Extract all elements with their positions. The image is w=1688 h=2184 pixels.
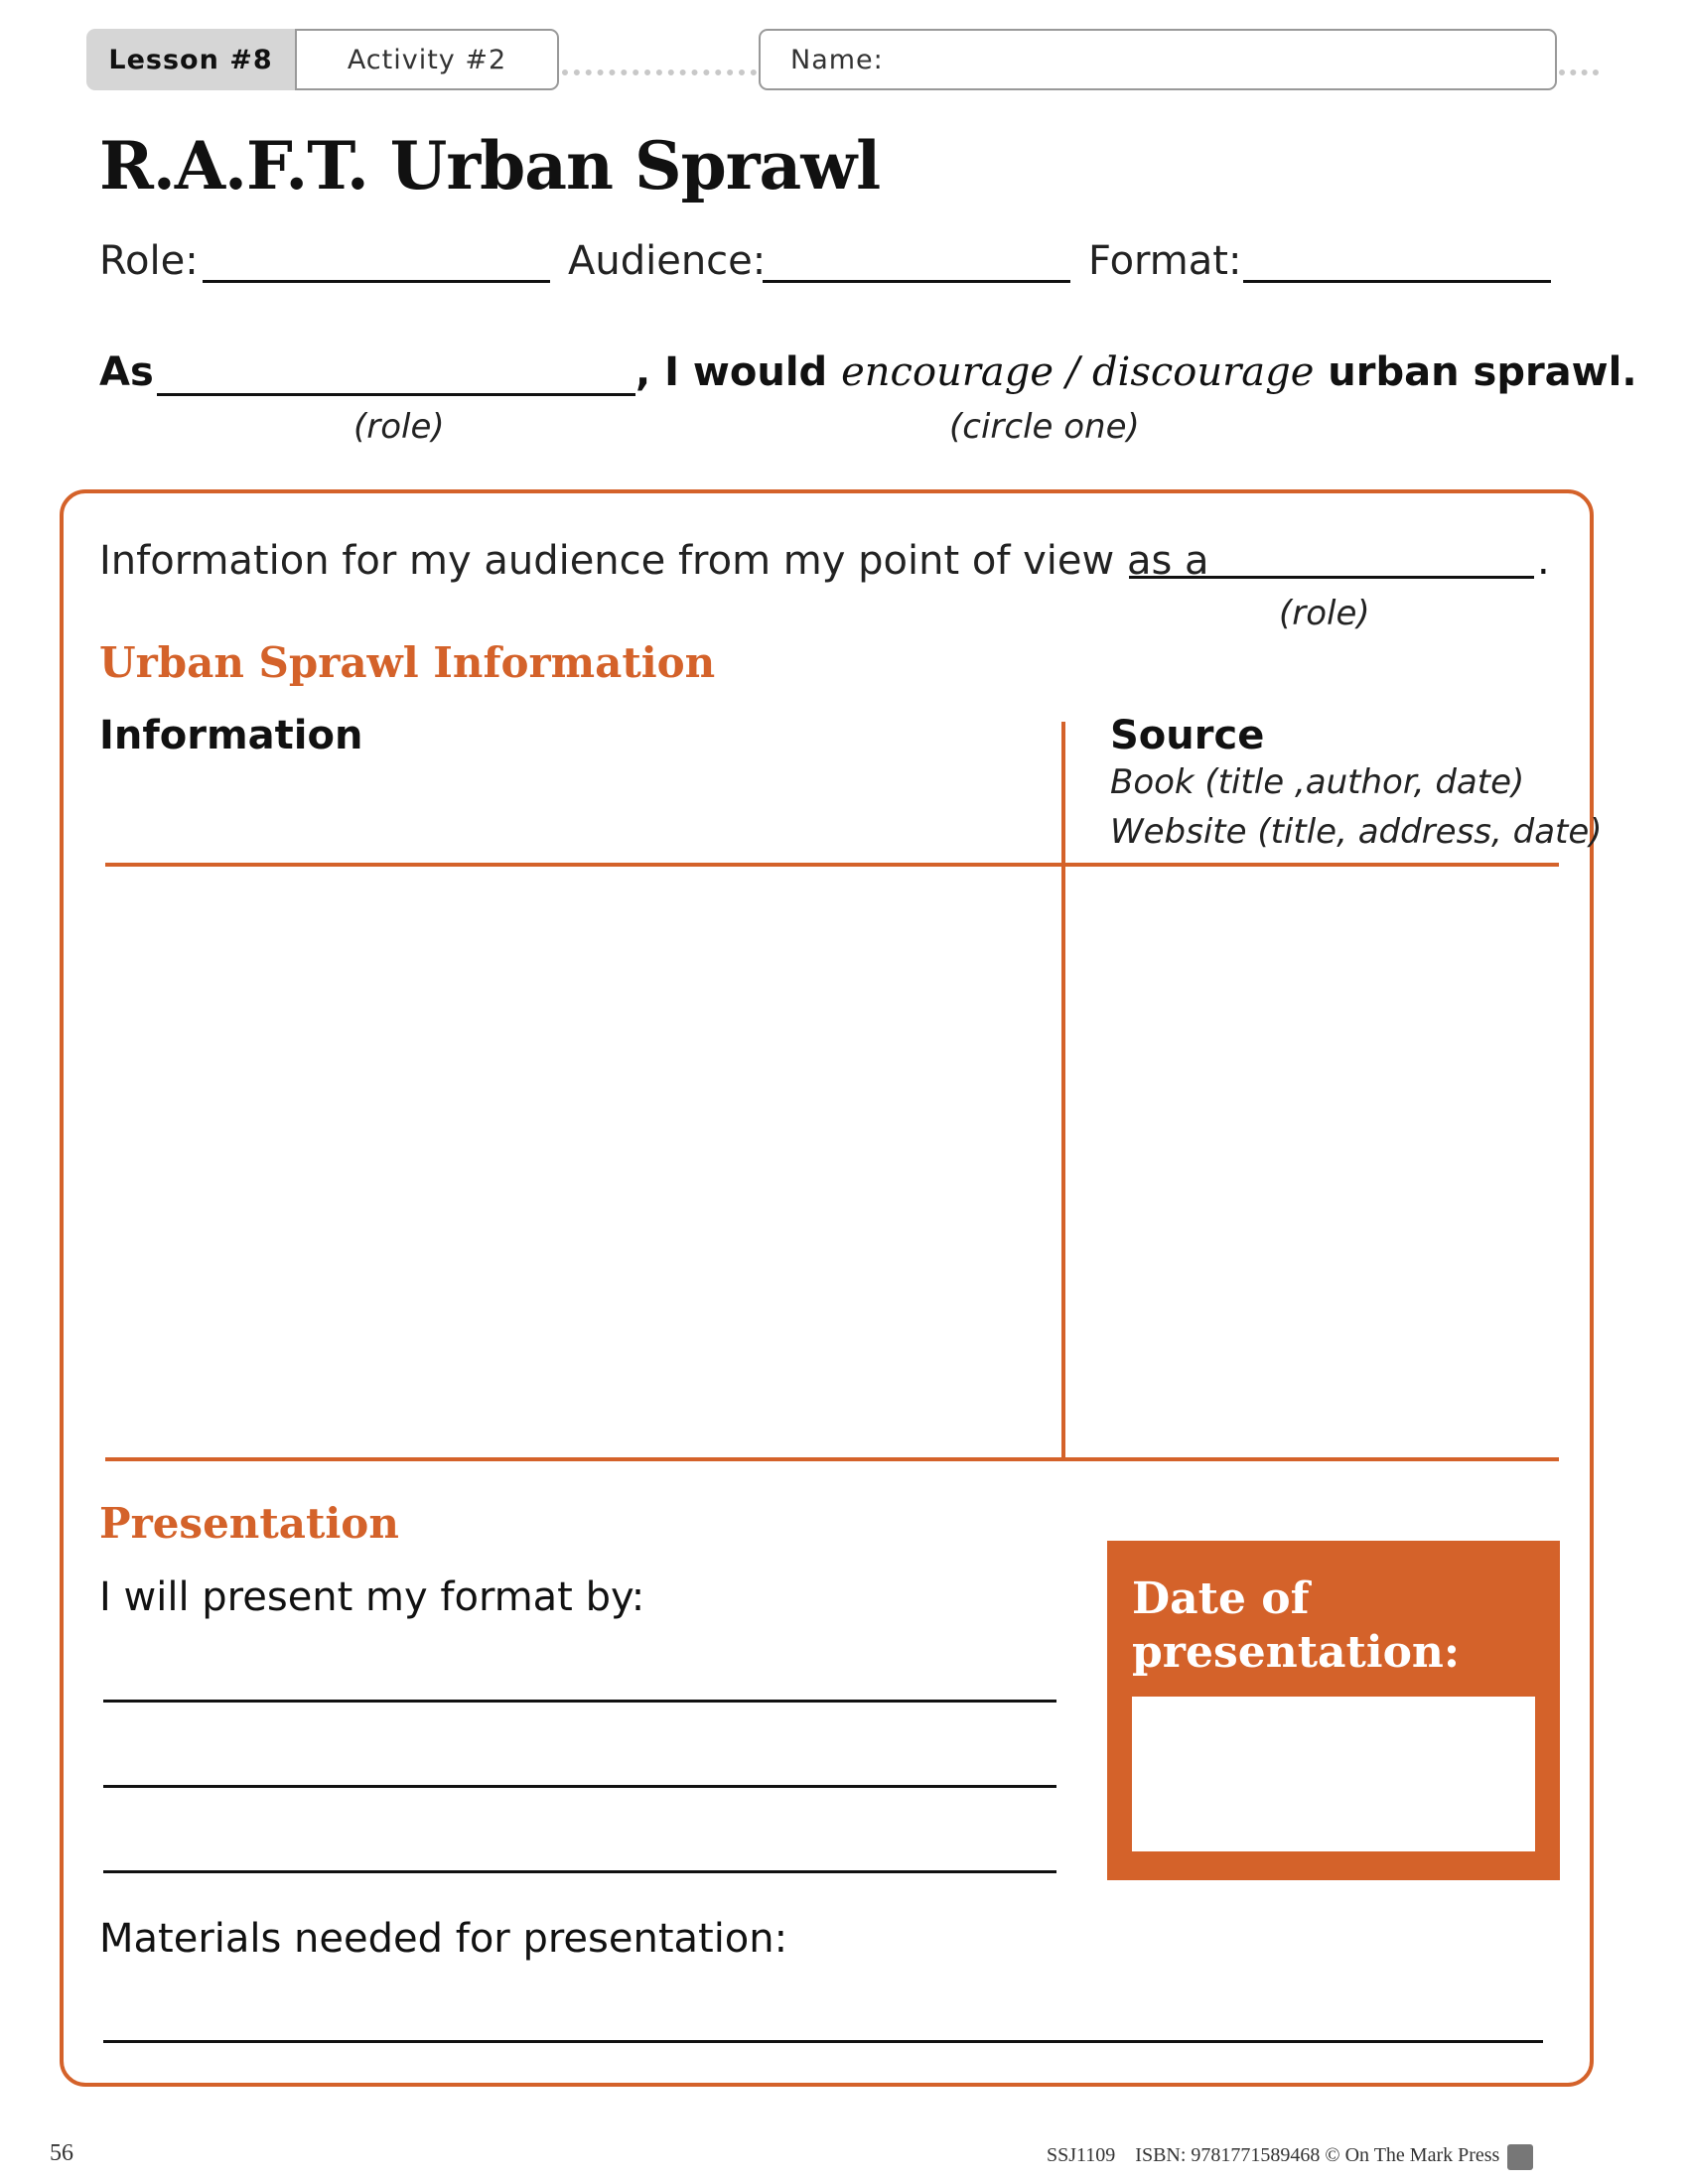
role-line[interactable]: [203, 280, 550, 283]
statement-text: [635, 349, 1637, 395]
statement-role-line[interactable]: [157, 393, 635, 396]
information-entry-area[interactable]: [109, 872, 1055, 1451]
present-line-3[interactable]: [103, 1870, 1056, 1873]
table-column-divider: [1061, 722, 1065, 1460]
presentation-heading: Presentation: [99, 1499, 399, 1548]
date-of-presentation-label: Date of presentation:: [1132, 1573, 1461, 1678]
role-label: Role:: [99, 238, 199, 284]
activity-tab: [295, 29, 559, 90]
table-header-rule: [105, 863, 1559, 867]
lesson-label: Lesson #8: [108, 44, 273, 75]
source-hint-book: Book (title ,author, date): [1110, 762, 1525, 802]
circle-one-hint: (circle one): [949, 407, 1140, 447]
present-line-1[interactable]: [103, 1700, 1056, 1703]
materials-line[interactable]: [103, 2040, 1543, 2043]
source-entry-area[interactable]: [1070, 872, 1557, 1451]
header-dots-1: [562, 69, 757, 75]
statement-role-hint: (role): [353, 407, 445, 447]
materials-label: Materials needed for presentation:: [99, 1916, 788, 1962]
table-bottom-rule: [105, 1457, 1559, 1461]
information-column-header: Information: [99, 713, 363, 758]
info-role-line[interactable]: [1129, 576, 1534, 579]
info-period: .: [1537, 538, 1550, 584]
date-of-presentation-panel: [1107, 1541, 1560, 1880]
present-format-prompt: I will present my format by:: [99, 1574, 645, 1620]
page-title: R.A.F.T. Urban Sprawl: [99, 127, 881, 205]
format-label: Format:: [1088, 238, 1242, 284]
audience-label: Audience:: [568, 238, 767, 284]
urban-sprawl-info-heading: Urban Sprawl Information: [99, 638, 716, 687]
lesson-tab: [86, 29, 295, 90]
name-field[interactable]: [759, 29, 1557, 90]
statement-part3: urban sprawl.: [1314, 349, 1637, 395]
source-hint-website: Website (title, address, date): [1110, 812, 1603, 852]
encourage-discourage-choice[interactable]: encourage / discourage: [841, 349, 1315, 395]
header-dots-2: [1559, 69, 1599, 75]
present-line-2[interactable]: [103, 1785, 1056, 1788]
statement-part2: , I would: [635, 349, 842, 395]
page-number: 56: [50, 2140, 73, 2166]
source-column-header: Source: [1110, 713, 1265, 758]
activity-label: Activity #2: [347, 44, 507, 75]
name-label: Name:: [790, 44, 884, 75]
publisher-logo-icon: [1507, 2144, 1533, 2170]
as-label: As: [99, 349, 154, 395]
format-line[interactable]: [1243, 280, 1551, 283]
info-intro: Information for my audience from my point of view as a: [99, 538, 1209, 584]
audience-line[interactable]: [763, 280, 1070, 283]
publisher-info: SSJ1109 ISBN: 9781771589468 © On The Mark Press: [1047, 2144, 1500, 2166]
date-of-presentation-field[interactable]: [1132, 1697, 1535, 1851]
info-role-hint: (role): [1279, 594, 1370, 633]
